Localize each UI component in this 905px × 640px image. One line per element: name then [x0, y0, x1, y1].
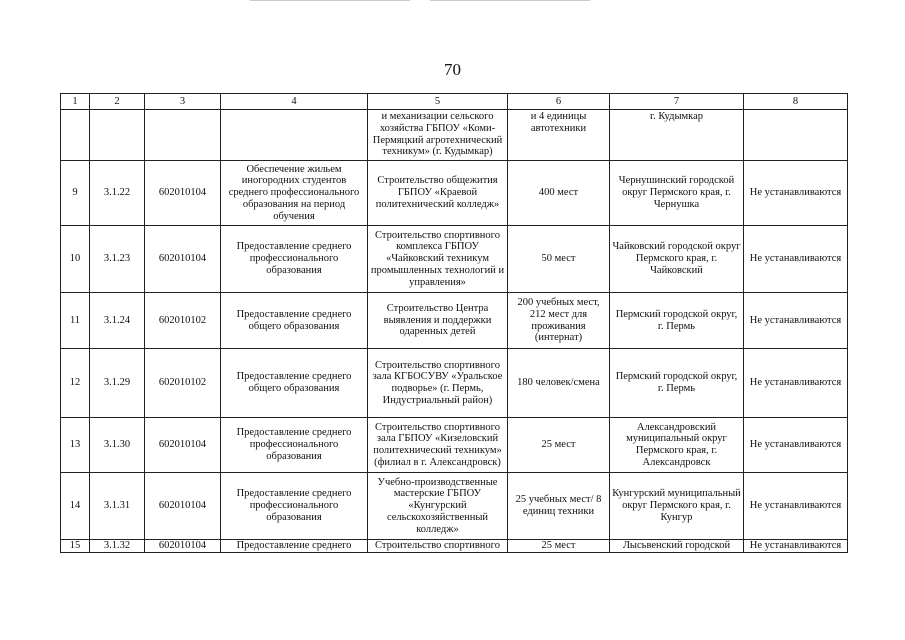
header-cell: 7: [610, 94, 744, 110]
status-cell: Не устанавливаются: [744, 540, 848, 553]
top-edge-rule: [250, 0, 410, 1]
object-cell: Строительство общежития ГБПОУ «Краевой политехнический колледж»: [368, 161, 508, 226]
purpose-cell: Обеспечение жильем иногородних студентов среднего профессионального образования на период обучения: [221, 161, 368, 226]
budget-code-cell: 602010104: [145, 226, 221, 293]
table-cell: [145, 110, 221, 161]
capacity-cell: 50 мест: [508, 226, 610, 293]
budget-code-cell: 602010104: [145, 540, 221, 553]
code-cell: 3.1.32: [90, 540, 145, 553]
table-cell: [61, 110, 90, 161]
status-cell: Не устанавливаются: [744, 418, 848, 473]
row-number-cell: 12: [61, 349, 90, 418]
row-number-cell: 9: [61, 161, 90, 226]
purpose-cell: Предоставление среднего: [221, 540, 368, 553]
status-cell: Не устанавливаются: [744, 161, 848, 226]
table-row: [61, 110, 848, 161]
table-cell: [221, 110, 368, 161]
header-cell: 2: [90, 94, 145, 110]
status-cell: Не устанавливаются: [744, 349, 848, 418]
table-cell: г. Кудымкар: [610, 110, 744, 161]
table-row: [61, 293, 848, 349]
purpose-cell: Предоставление среднего общего образования: [221, 293, 368, 349]
object-cell: Строительство спортивного: [368, 540, 508, 553]
object-cell: Строительство спортивного зала КГБОСУВУ «Уральское подворье» (г. Пермь, Индустриальный район): [368, 349, 508, 418]
location-cell: Александровский муниципальный округ Пермского края, г. Александровск: [610, 418, 744, 473]
budget-code-cell: 602010104: [145, 473, 221, 540]
table-row: [61, 473, 848, 540]
page-number: 70: [444, 60, 461, 79]
object-cell: Строительство спортивного комплекса ГБПОУ «Чайковский техникум промышленных технологий и управления»: [368, 226, 508, 293]
header-cell: 4: [221, 94, 368, 110]
location-cell: Чайковский городской округ Пермского края, г. Чайковский: [610, 226, 744, 293]
object-cell: Учебно-производственные мастерские ГБПОУ «Кунгурский сельскохозяйственный колледж»: [368, 473, 508, 540]
object-cell: Строительство спортивного зала ГБПОУ «Кизеловский политехнический техникум» (филиал в г. Александровск): [368, 418, 508, 473]
code-cell: 3.1.24: [90, 293, 145, 349]
row-number-cell: 10: [61, 226, 90, 293]
table-cell: [90, 110, 145, 161]
capacity-cell: 25 учебных мест/ 8 единиц техники: [508, 473, 610, 540]
purpose-cell: Предоставление среднего профессионального образования: [221, 418, 368, 473]
code-cell: 3.1.30: [90, 418, 145, 473]
document-table: [60, 93, 848, 553]
capacity-cell: 200 учебных мест, 212 мест для проживания (интернат): [508, 293, 610, 349]
header-row: [61, 94, 848, 110]
capacity-cell: 180 человек/смена: [508, 349, 610, 418]
capacity-cell: 25 мест: [508, 540, 610, 553]
object-cell: Строительство Центра выявления и поддержки одаренных детей: [368, 293, 508, 349]
location-cell: Пермский городской округ, г. Пермь: [610, 293, 744, 349]
code-cell: 3.1.22: [90, 161, 145, 226]
table-cell: [744, 110, 848, 161]
code-cell: 3.1.23: [90, 226, 145, 293]
status-cell: Не устанавливаются: [744, 293, 848, 349]
location-cell: Лысьвенский городской: [610, 540, 744, 553]
purpose-cell: Предоставление среднего профессионального образования: [221, 473, 368, 540]
capacity-cell: 400 мест: [508, 161, 610, 226]
top-edge-rule: [430, 0, 590, 1]
location-cell: Чернушинский городской округ Пермского края, г. Чернушка: [610, 161, 744, 226]
header-cell: 5: [368, 94, 508, 110]
status-cell: Не устанавливаются: [744, 473, 848, 540]
table-row: [61, 161, 848, 226]
code-cell: 3.1.31: [90, 473, 145, 540]
code-cell: 3.1.29: [90, 349, 145, 418]
table-row: [61, 540, 848, 553]
row-number-cell: 14: [61, 473, 90, 540]
budget-code-cell: 602010104: [145, 161, 221, 226]
table-row: [61, 418, 848, 473]
header-cell: 8: [744, 94, 848, 110]
header-cell: 6: [508, 94, 610, 110]
status-cell: Не устанавливаются: [744, 226, 848, 293]
table-cell: и 4 единицы автотехники: [508, 110, 610, 161]
purpose-cell: Предоставление среднего общего образования: [221, 349, 368, 418]
table-row: [61, 349, 848, 418]
budget-code-cell: 602010104: [145, 418, 221, 473]
row-number-cell: 11: [61, 293, 90, 349]
location-cell: Кунгурский муниципальный округ Пермского края, г. Кунгур: [610, 473, 744, 540]
row-number-cell: 13: [61, 418, 90, 473]
location-cell: Пермский городской округ, г. Пермь: [610, 349, 744, 418]
budget-code-cell: 602010102: [145, 293, 221, 349]
purpose-cell: Предоставление среднего профессионального образования: [221, 226, 368, 293]
table-row: [61, 226, 848, 293]
table-cell: и механизации сельского хозяйства ГБПОУ «Коми-Пермяцкий агротехнический техникум» (г. Кудымкар): [368, 110, 508, 161]
header-cell: 1: [61, 94, 90, 110]
capacity-cell: 25 мест: [508, 418, 610, 473]
budget-code-cell: 602010102: [145, 349, 221, 418]
row-number-cell: 15: [61, 540, 90, 553]
header-cell: 3: [145, 94, 221, 110]
